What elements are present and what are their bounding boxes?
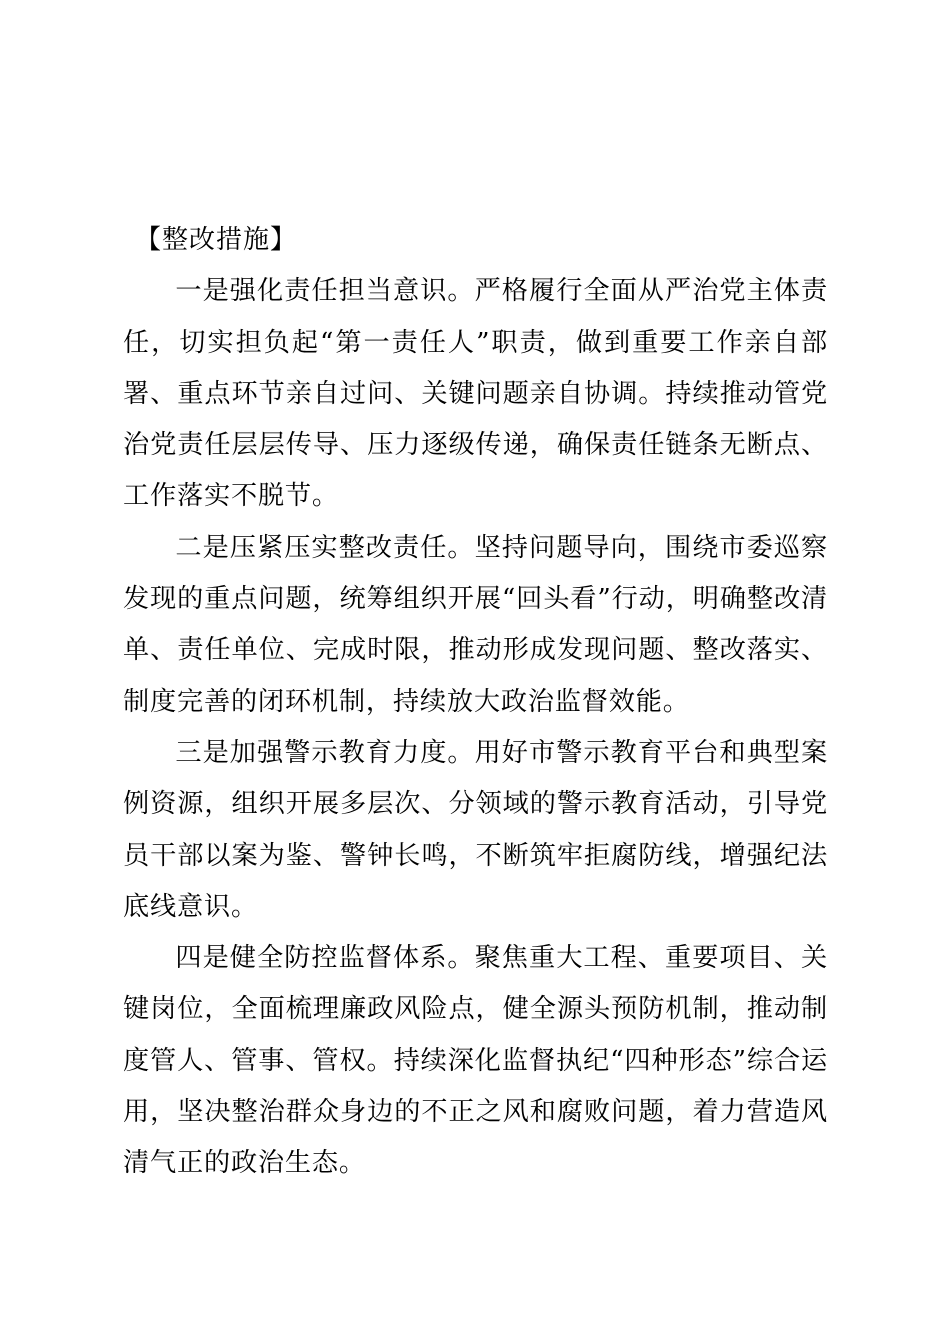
paragraph-measure-4: 四是健全防控监督体系。聚焦重大工程、重要项目、关键岗位，全面梳理廉政风险点，健全源头预防机制，推动制度管人、管事、管权。持续深化监督执纪“四种形态”综合运用，坚决整治群众身边的不正之风和腐败问题，着力营造风清气正的政治生态。 [123, 943, 828, 1179]
paragraph-measure-1: 一是强化责任担当意识。严格履行全面从严治党主体责任，切实担负起“第一责任人”职责，做到重要工作亲自部署、重点环节亲自过问、关键问题亲自协调。持续推动管党治党责任层层传导、压力逐级传递，确保责任链条无断点、工作落实不脱节。 [123, 276, 828, 512]
document-page [123, 215, 828, 1190]
paragraph-measure-2: 二是压紧压实整改责任。坚持问题导向，围绕市委巡察发现的重点问题，统筹组织开展“回头看”行动，明确整改清单、责任单位、完成时限，推动形成发现问题、整改落实、制度完善的闭环机制，持续放大政治监督效能。 [123, 532, 828, 717]
paragraph-measure-3: 三是加强警示教育力度。用好市警示教育平台和典型案例资源，组织开展多层次、分领域的警示教育活动，引导党员干部以案为鉴、警钟长鸣，不断筑牢拒腐防线，增强纪法底线意识。 [123, 737, 828, 922]
section-heading: 【整改措施】 [135, 225, 298, 255]
